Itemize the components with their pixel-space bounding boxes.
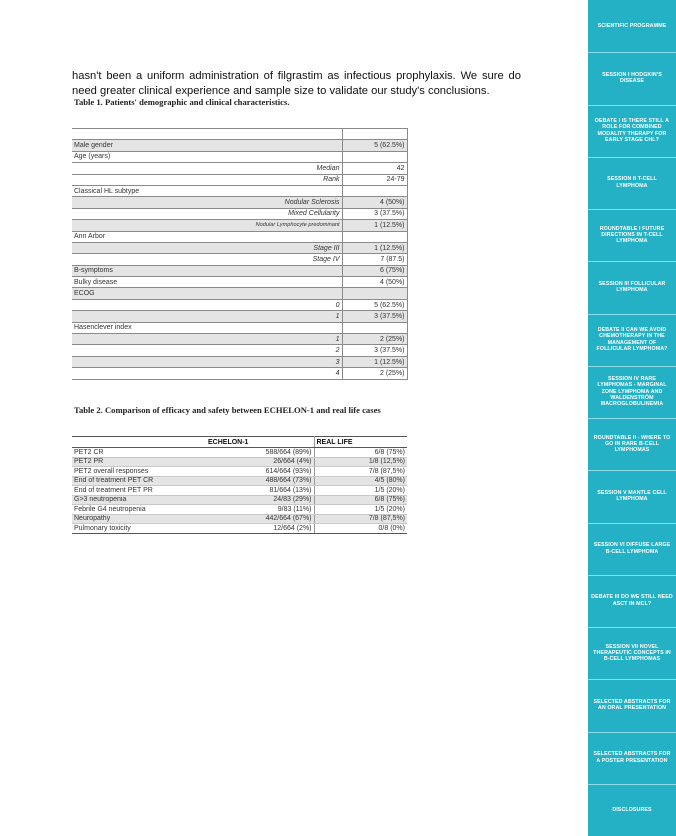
sidebar-nav-item[interactable]: DISCLOSURES bbox=[612, 806, 652, 813]
real-life-value: 6/8 (75%) bbox=[314, 495, 407, 505]
real-life-value: 6/8 (75%) bbox=[314, 448, 407, 458]
row-label: Pulmonary toxicity bbox=[72, 524, 206, 534]
row-label: End of treatment PET PR bbox=[72, 486, 206, 496]
real-life-value: 0/8 (0%) bbox=[314, 524, 407, 534]
row-value bbox=[342, 129, 407, 140]
table-row bbox=[72, 311, 407, 322]
row-label: Febrile G4 neutropenia bbox=[72, 505, 206, 515]
row-sublabel: 3 bbox=[72, 356, 342, 367]
table-row bbox=[72, 140, 407, 151]
sidebar-nav-item[interactable]: SELECTED ABSTRACTS FOR A POSTER PRESENTATION bbox=[593, 751, 671, 764]
table-row bbox=[72, 231, 407, 242]
row-sublabel: Mixed Cellularity bbox=[72, 208, 342, 219]
table-row bbox=[72, 486, 407, 496]
efficacy-safety-comparison-table bbox=[72, 436, 407, 534]
sidebar-nav-item[interactable]: DEBATE III DO WE STILL NEED ASCT IN MCL? bbox=[591, 594, 673, 607]
row-value: 3 (37.5%) bbox=[342, 208, 407, 219]
sidebar-nav bbox=[588, 0, 676, 836]
table-row bbox=[72, 208, 407, 219]
table-row bbox=[72, 524, 407, 534]
row-value: 24-79 bbox=[342, 174, 407, 185]
table-row bbox=[72, 334, 407, 345]
row-value: 2 (25%) bbox=[342, 334, 407, 345]
sidebar-divider bbox=[588, 784, 676, 785]
row-label: PET2 PR bbox=[72, 457, 206, 467]
sidebar-divider bbox=[588, 314, 676, 315]
sidebar-divider bbox=[588, 470, 676, 471]
row-value: 1 (12.5%) bbox=[342, 220, 407, 231]
sidebar-divider bbox=[588, 575, 676, 576]
patients-characteristics-table bbox=[72, 128, 408, 380]
row-label: Ann Arbor bbox=[72, 231, 342, 242]
row-label: B-symptoms bbox=[72, 265, 342, 276]
sidebar-nav-item[interactable]: DEBATE II CAN WE AVOID CHEMOTHERAPY IN THE MANAGEMENT OF FOLLICULAR LYMPHOMA? bbox=[596, 326, 668, 353]
table-row bbox=[72, 457, 407, 467]
table-row bbox=[72, 151, 407, 162]
row-label: Classical HL subtype bbox=[72, 185, 342, 196]
table-row bbox=[72, 163, 407, 174]
sidebar-nav-item[interactable]: DEBATE I IS THERE STILL A ROLE FOR COMBINED MODALITY THERAPY FOR EARLY STAGE CHL? bbox=[595, 117, 669, 144]
real-life-value: 7/8 (87,5%) bbox=[314, 467, 407, 477]
real-life-value: 7/8 (87,5%) bbox=[314, 514, 407, 524]
sidebar-nav-item[interactable]: SESSION I HODGKIN'S DISEASE bbox=[602, 71, 662, 85]
table-row bbox=[72, 299, 407, 310]
row-label: PET2 CR bbox=[72, 448, 206, 458]
row-label: ECOG bbox=[72, 288, 342, 299]
row-value: 4 (50%) bbox=[342, 277, 407, 288]
table-row bbox=[72, 322, 407, 333]
row-label bbox=[72, 129, 342, 140]
sidebar-nav-item[interactable]: SESSION II T-CELL LYMPHOMA bbox=[607, 176, 657, 189]
row-value: 4 (50%) bbox=[342, 197, 407, 208]
real-life-value: 4/5 (80%) bbox=[314, 476, 407, 486]
column-header-real-life: REAL LIFE bbox=[314, 437, 407, 448]
real-life-value: 1/5 (20%) bbox=[314, 505, 407, 515]
sidebar-nav-item[interactable]: ROUNDTABLE II - WHERE TO GO IN RARE B-CELL LYMPHOMAS bbox=[593, 434, 671, 454]
sidebar-divider bbox=[588, 52, 676, 53]
row-value: 5 (62.5%) bbox=[342, 140, 407, 151]
row-sublabel: Rank bbox=[72, 174, 342, 185]
real-life-value: 1/8 (12,5%) bbox=[314, 457, 407, 467]
sidebar-divider bbox=[588, 418, 676, 419]
table-row bbox=[72, 345, 407, 356]
table-row bbox=[72, 197, 407, 208]
sidebar-nav-item[interactable]: SESSION IV RARE LYMPHOMAS - MARGINAL ZONE LYMPHOMA AND WALDENSTRÖM MACROGLOBULINEMIA bbox=[597, 375, 667, 408]
sidebar-divider bbox=[588, 105, 676, 106]
row-sublabel: Stage III bbox=[72, 242, 342, 253]
row-value: 2 (25%) bbox=[342, 368, 407, 379]
table2-caption: Table 2. Comparison of efficacy and safety between ECHELON-1 and real life cases bbox=[74, 405, 381, 415]
sidebar-nav-item[interactable]: ROUNDTABLE I FUTURE DIRECTIONS IN T-CELL LYMPHOMA bbox=[599, 225, 665, 245]
row-value: 42 bbox=[342, 163, 407, 174]
row-sublabel: 0 bbox=[72, 299, 342, 310]
sidebar-nav-item[interactable]: SESSION V MANTLE CELL LYMPHOMA bbox=[597, 489, 667, 503]
row-sublabel: 1 bbox=[72, 311, 342, 322]
row-value: 6 (75%) bbox=[342, 265, 407, 276]
table-row bbox=[72, 254, 407, 265]
table-row bbox=[72, 448, 407, 458]
echelon-value: 614/664 (93%) bbox=[206, 467, 314, 477]
sidebar-divider bbox=[588, 732, 676, 733]
sidebar-divider bbox=[588, 679, 676, 680]
column-header-echelon: ECHELON-1 bbox=[206, 437, 314, 448]
sidebar-divider bbox=[588, 627, 676, 628]
row-value: 3 (37.5%) bbox=[342, 311, 407, 322]
sidebar-nav-item[interactable]: SESSION VII NOVEL THERAPEUTIC CONCEPTS IN B-CELL LYMPHOMAS bbox=[593, 643, 671, 663]
echelon-value: 442/664 (67%) bbox=[206, 514, 314, 524]
row-label: Male gender bbox=[72, 140, 342, 151]
row-value: 1 (12.5%) bbox=[342, 356, 407, 367]
table-row bbox=[72, 242, 407, 253]
row-label: Neuropathy bbox=[72, 514, 206, 524]
row-label: Age (years) bbox=[72, 151, 342, 162]
row-value: 5 (62.5%) bbox=[342, 299, 407, 310]
body-paragraph: hasn't been a uniform administration of filgrastim as infectious prophylaxis. We sure do need greater clinical experience and sample size to validate our study's conclusions. bbox=[72, 70, 521, 97]
table-row bbox=[72, 288, 407, 299]
row-value bbox=[342, 288, 407, 299]
table-row bbox=[72, 476, 407, 486]
row-value bbox=[342, 185, 407, 196]
sidebar-divider bbox=[588, 523, 676, 524]
table-row bbox=[72, 174, 407, 185]
table-row bbox=[72, 505, 407, 515]
row-label: PET2 overall responses bbox=[72, 467, 206, 477]
echelon-value: 12/664 (2%) bbox=[206, 524, 314, 534]
row-value: 3 (37.5%) bbox=[342, 345, 407, 356]
table-row bbox=[72, 185, 407, 196]
row-sublabel: Median bbox=[72, 163, 342, 174]
sidebar-nav-item[interactable]: SESSION III FOLLICULAR LYMPHOMA bbox=[598, 280, 666, 294]
sidebar-nav-item[interactable]: SESSION VI DIFFUSE LARGE B-CELL LYMPHOMA bbox=[593, 542, 671, 555]
row-label: Hasenclever index bbox=[72, 322, 342, 333]
table-row bbox=[72, 356, 407, 367]
table-row bbox=[72, 129, 407, 140]
sidebar-divider bbox=[588, 209, 676, 210]
row-sublabel: 2 bbox=[72, 345, 342, 356]
sidebar-nav-item[interactable]: SELECTED ABSTRACTS FOR AN ORAL PRESENTATION bbox=[593, 698, 671, 712]
echelon-value: 488/664 (73%) bbox=[206, 476, 314, 486]
row-value bbox=[342, 322, 407, 333]
row-value: 1 (12.5%) bbox=[342, 242, 407, 253]
row-sublabel: 1 bbox=[72, 334, 342, 345]
real-life-value: 1/5 (20%) bbox=[314, 486, 407, 496]
row-value bbox=[342, 151, 407, 162]
sidebar-divider bbox=[588, 261, 676, 262]
row-value bbox=[342, 231, 407, 242]
row-label: End of treatment PET CR bbox=[72, 476, 206, 486]
echelon-value: 24/83 (29%) bbox=[206, 495, 314, 505]
sidebar-nav-item[interactable]: SCIENTIFIC PROGRAMME bbox=[597, 22, 667, 29]
row-sublabel: 4 bbox=[72, 368, 342, 379]
row-label: Bulky disease bbox=[72, 277, 342, 288]
echelon-value: 588/664 (89%) bbox=[206, 448, 314, 458]
row-sublabel: Nodular Sclerosis bbox=[72, 197, 342, 208]
row-sublabel: Nodular Lymphocyte predominant bbox=[72, 220, 342, 231]
echelon-value: 26/664 (4%) bbox=[206, 457, 314, 467]
table-row bbox=[72, 467, 407, 477]
column-header-empty bbox=[72, 437, 206, 448]
sidebar-divider bbox=[588, 157, 676, 158]
table-row bbox=[72, 265, 407, 276]
table1-caption: Table 1. Patients' demographic and clinical characteristics. bbox=[74, 97, 290, 107]
table-row bbox=[72, 277, 407, 288]
table-row bbox=[72, 368, 407, 379]
echelon-value: 9/83 (11%) bbox=[206, 505, 314, 515]
row-label: G>3 neutropenia bbox=[72, 495, 206, 505]
table-header-row bbox=[72, 437, 407, 448]
echelon-value: 81/664 (13%) bbox=[206, 486, 314, 496]
sidebar-divider bbox=[588, 366, 676, 367]
table-row bbox=[72, 514, 407, 524]
table-row bbox=[72, 220, 407, 231]
table-row bbox=[72, 495, 407, 505]
row-value: 7 (87.5) bbox=[342, 254, 407, 265]
row-sublabel: Stage IV bbox=[72, 254, 342, 265]
